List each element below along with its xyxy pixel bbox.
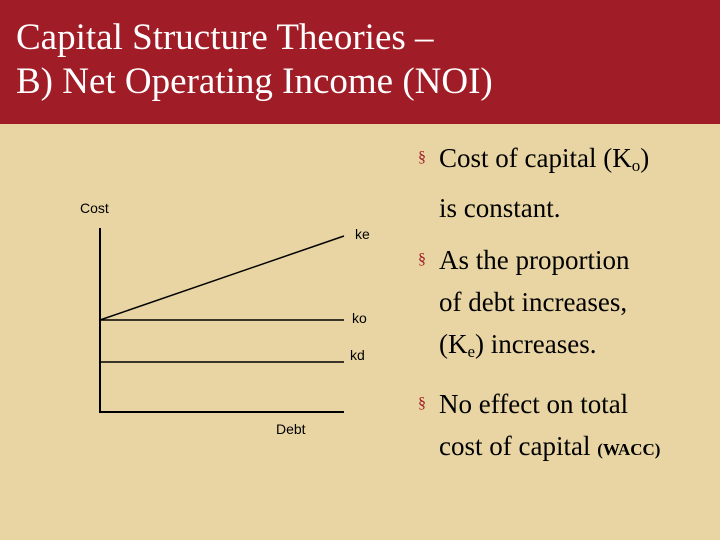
bullet-constant-cost	[418, 137, 718, 229]
ko-label: ko	[352, 310, 367, 326]
bullet-text: No effect on total	[439, 389, 629, 419]
bullet-text: cost of capital	[439, 431, 598, 461]
ke-label: ke	[355, 226, 370, 242]
bullet-marker-icon: §	[418, 251, 426, 268]
y-axis-label: Cost	[80, 200, 109, 216]
bullet-text: (K	[439, 329, 468, 359]
bullet-no-effect	[418, 383, 718, 471]
bullet-text: )	[640, 143, 650, 173]
noi-diagram	[0, 124, 400, 454]
bullet-text: Cost of capital (K	[439, 143, 632, 173]
bullet-marker-icon: §	[418, 149, 426, 166]
bullet-text: As the proportion	[439, 245, 630, 275]
bullet-text: is constant.	[439, 193, 561, 223]
subscript: o	[631, 156, 641, 175]
slide-title-line-2: B) Net Operating Income (NOI)	[16, 61, 493, 102]
bullet-debt-proportion	[418, 239, 718, 373]
slide-title-line-1: Capital Structure Theories –	[16, 17, 434, 58]
bullet-marker-icon: §	[418, 395, 426, 412]
title-bar	[0, 0, 720, 124]
bullet-text: of debt increases,	[439, 287, 628, 317]
wacc-note: (WACC)	[597, 440, 661, 459]
bullet-text: ) increases.	[475, 329, 597, 359]
bullet-list	[418, 137, 718, 481]
ke-line	[100, 236, 344, 320]
subscript: e	[467, 342, 476, 361]
kd-label: kd	[350, 347, 365, 363]
x-axis-label: Debt	[276, 421, 306, 437]
